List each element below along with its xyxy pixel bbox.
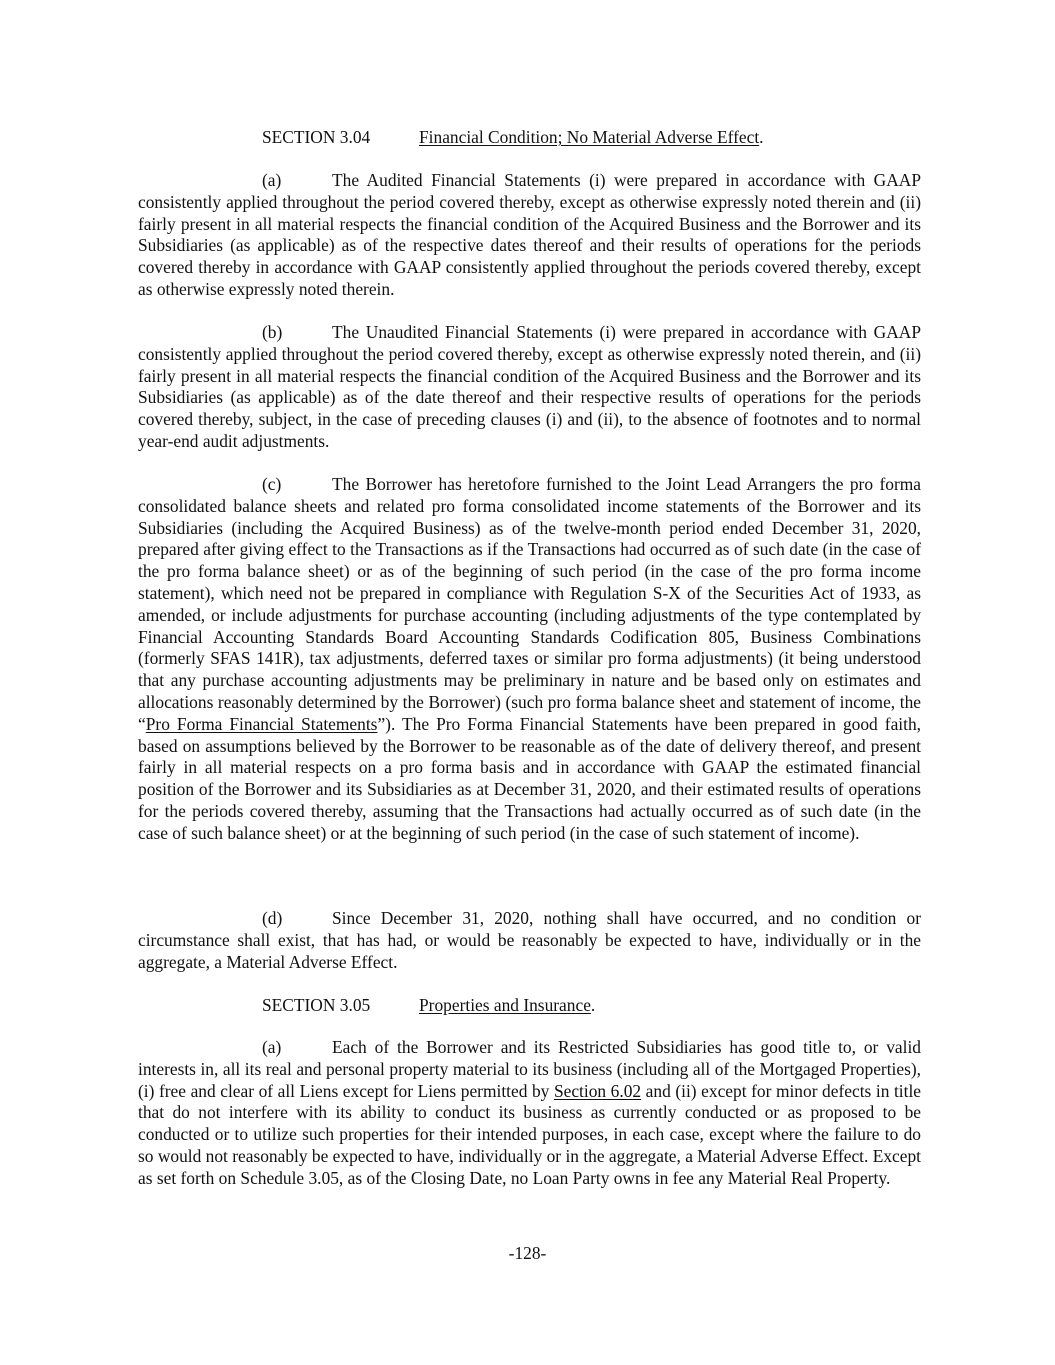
- section-cross-reference: Section 6.02: [553, 1080, 642, 1101]
- clause-text: The Unaudited Financial Statements (i) were prepared in accordance with GAAP consistently applied throughout the period covered thereby, except as otherwise expressly noted therein, and (ii) fairly present in all material respects the financial condition of the Acquired Business and the Borrower and its Subsidiaries (as applicable) as of the date thereof and their respective results of operations for the periods covered thereby, subject, in the case of preceding clauses (i) and (ii), to the absence of footnotes and to normal year-end audit adjustments.: [138, 322, 921, 451]
- clause-label: (a): [262, 170, 282, 190]
- clause-text-continued: ”). The Pro Forma Financial Statements have been prepared in good faith, based on assumptions believed by the Borrower to be reasonable as of the date of delivery thereof, and present fairly in all material respects on a pro forma basis and in accordance with GAAP the estimated financial position of the Borrower and its Subsidiaries as at December 31, 2020, and their estimated results of operations for the periods covered thereby, assuming that the Transactions had actually occurred as of such date (in the case of such balance sheet) or at the beginning of such period (in the case of such statement of income).: [138, 713, 921, 843]
- section-3-04-heading: [262, 127, 764, 149]
- page-number: -128-: [508, 1243, 547, 1263]
- paragraph-3-04-a: [138, 170, 921, 301]
- paragraph-3-04-d: [138, 908, 921, 973]
- section-title-period: .: [590, 995, 596, 1015]
- section-number: SECTION 3.05: [262, 995, 371, 1015]
- section-title-period: .: [759, 127, 764, 147]
- section-number: SECTION 3.04: [262, 127, 371, 147]
- paragraph-3-05-a: [138, 1037, 921, 1190]
- clause-text: The Borrower has heretofore furnished to the Joint Lead Arrangers the pro forma consolidated balance sheets and related pro forma consolidated income statements of the Borrower and its Subsidiaries (including the Acquired Business) as of the twelve-month period ended December 31, 2020, prepared after giving effect to the Transactions as if the Transactions had occurred as of such date (in the case of the pro forma balance sheet) or as of the beginning of such period (in the case of the pro forma income statement), which need not be prepared in compliance with Regulation S-X of the Securities Act of 1933, as amended, or include adjustments for purchase accounting (including adjustments of the type contemplated by Financial Accounting Standards Board Accounting Standards Codification 805, Business Combinations (formerly SFAS 141R), tax adjustments, deferred taxes or similar pro forma adjustments) (it being understood that any purchase accounting adjustments may be preliminary in nature and be based only on estimates and allocations reasonably determined by the Borrower) (such pro forma balance sheet and statement of income, the “: [138, 474, 921, 734]
- section-title: Financial Condition; No Material Adverse Effect: [419, 127, 760, 147]
- clause-text: Each of the Borrower and its Restricted Subsidiaries has good title to, or valid interests in, all its real and personal property material to its business (including all of the Mortgaged Properties), (i) free and clear of all Liens except for Liens permitted by: [138, 1037, 921, 1101]
- paragraph-3-04-b: [138, 322, 921, 453]
- section-title: Properties and Insurance: [419, 995, 591, 1015]
- defined-term: Pro Forma Financial Statements: [145, 713, 378, 734]
- clause-label: (a): [262, 1037, 282, 1057]
- paragraph-3-04-c: [138, 474, 921, 845]
- clause-label: (c): [262, 474, 282, 494]
- section-3-05-heading: [262, 995, 595, 1017]
- clause-label: (d): [262, 908, 283, 928]
- clause-text: Since December 31, 2020, nothing shall have occurred, and no condition or circumstance shall exist, that has had, or would be reasonably be expected to have, individually or in the aggregate, a Material Adverse Effect.: [138, 908, 921, 972]
- clause-label: (b): [262, 322, 283, 342]
- clause-text-continued: and (ii) except for minor defects in title that do not interfere with its ability to conduct its business as currently conducted or as proposed to be conducted or to utilize such properties for their intended purposes, in each case, except where the failure to do so would not reasonably be expected to have, individually or in the aggregate, a Material Adverse Effect. Except as set forth on Schedule 3.05, as of the Closing Date, no Loan Party owns in fee any Material Real Property.: [138, 1080, 921, 1188]
- clause-text: The Audited Financial Statements (i) were prepared in accordance with GAAP consistently applied throughout the period covered thereby, except as otherwise expressly noted therein and (ii) fairly present in all material respects the financial condition of the Acquired Business and the Borrower and its Subsidiaries (as applicable) as of the respective dates thereof and their results of operations for the periods covered thereby in accordance with GAAP consistently applied throughout the periods covered thereby, except as otherwise expressly noted therein.: [138, 170, 921, 299]
